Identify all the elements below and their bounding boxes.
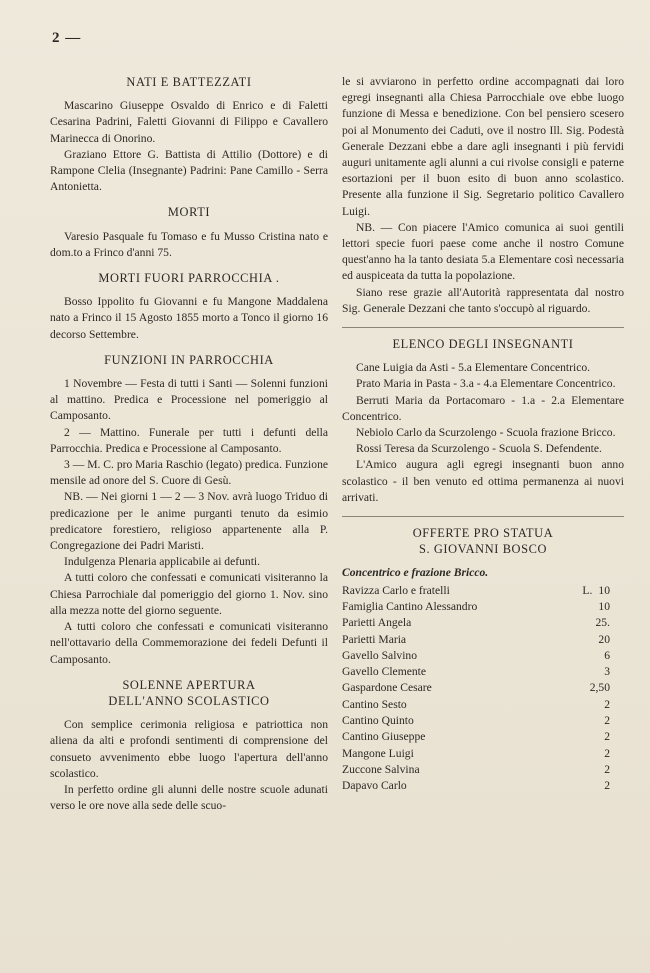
donor-name: Cantino Quinto — [342, 714, 414, 728]
donor-amount: 2 — [604, 730, 610, 744]
donor-name: Mangone Luigi — [342, 746, 414, 760]
paragraph: A tutti coloro che confessati e comunicati visiteranno la Chiesa Parrochiale dal pomeriggio del giorno 1. Nov. sino alla mezza notte del giorno seguente. — [50, 571, 328, 617]
donor-name: Cantino Giuseppe — [342, 730, 426, 744]
paragraph: 3 — M. C. pro Maria Raschio (legato) predica. Funzione mensile ad onore del S. Cuore di Gesù. — [50, 458, 329, 488]
donor-name: Parietti Maria — [342, 632, 407, 646]
donor-row — [342, 697, 624, 713]
section-apertura-continued — [342, 74, 624, 317]
section-title-apertura-2: DELL'ANNO SCOLASTICO — [108, 693, 270, 708]
section-title-apertura-1: SOLENNE APERTURA — [122, 677, 256, 692]
paragraph: 2 — Mattino. Funerale per tutti i defunti della Parrocchia. Predica e Processione al Camposanto. — [50, 425, 328, 455]
donor-row — [342, 762, 624, 778]
paragraph: Nebiolo Carlo da Scurzolengo - Scuola frazione Bricco. — [356, 426, 616, 440]
paragraph: 1 Novembre — Festa di tutti i Santi — Solenni funzioni al mattino. Predica e Processione nel pomeriggio al Camposanto. — [50, 377, 328, 423]
right-column — [342, 74, 624, 795]
paragraph: In perfetto ordine gli alunni delle nostre scuole adunati verso le ore nove alla sede delle scuo- — [50, 782, 328, 813]
donor-amount: 2 — [604, 697, 610, 711]
section-morti-fuori — [50, 270, 328, 343]
donor-row — [342, 746, 624, 762]
paragraph: Prato Maria in Pasta - 3.a - 4.a Elementare Concentrico. — [356, 377, 616, 391]
paragraph: L'Amico augura agli egregi insegnanti buon anno scolastico - il ben venuto ed ottima permanenza ai nuovi arrivati. — [342, 458, 624, 504]
donor-amount: 2 — [604, 779, 610, 793]
paragraph: Graziano Ettore G. Battista di Attilio (Dottore) e di Rampone Clelia (Insegnante) Padrini: Pane Camillo - Serra Antonietta. — [50, 147, 328, 194]
paragraph: Berruti Maria da Portacomaro - 1.a - 2.a Elementare Concentrico. — [342, 393, 624, 423]
paragraph: Mascarino Giuseppe Osvaldo di Enrico e di Faletti Cesarina Padrini, Faletti Giovanni di Filippo e Cavallero Marinecca di Onorino. — [50, 99, 328, 145]
donor-amount: 6 — [604, 648, 610, 662]
donor-amount: 2 — [604, 746, 610, 760]
donor-row — [342, 599, 624, 615]
donor-amount: 20 — [598, 632, 610, 646]
donor-list — [342, 583, 624, 795]
donor-amount: 25. — [595, 616, 610, 630]
donor-row — [342, 713, 624, 729]
donor-amount: L. 10 — [582, 583, 610, 597]
section-morti — [50, 204, 328, 261]
paragraph: le si avviarono in perfetto ordine accompagnati dai loro egregi insegnanti alla Chiesa Parrocchiale ove ebbe luogo funzione di Messa e benedizione. Con bel pensiero scesero poi al Monumento dei Caduti, ove il nostro Ill. Sig. Podestà Generale Dezzani ebbe a dare agli insegnanti i più fervidi auguri unitamente agli alunni a cui rivolse consigli e paterne esortazioni per il buon esito di buon anno scolastico. Presente alla funzione il Sig. Segretario politico Cavallero Luigi. — [342, 75, 624, 218]
paragraph: Cane Luigia da Asti - 5.a Elementare Concentrico. — [356, 361, 591, 375]
donor-row — [342, 615, 624, 631]
paragraph: NB. — Con piacere l'Amico comunica ai suoi gentili lettori specie fuori paese come anche il nostro Comune quest'anno ha la tanto desiata 5.a Elementare così necessaria ed auspiceata da tutta la popolazione. — [342, 220, 624, 283]
section-nati — [50, 74, 328, 195]
paragraph: Con semplice cerimonia religiosa e patriottica non aliena da alti e profondi sentimenti di comprensione del consueto avvenimento ebbe luogo l'apertura dell'anno scolastico. — [50, 718, 328, 780]
donor-amount: 2 — [604, 714, 610, 728]
section-apertura — [50, 677, 328, 815]
section-title-insegnanti: ELENCO DEGLI INSEGNANTI — [392, 337, 574, 352]
donor-name: Gavello Clemente — [342, 665, 427, 679]
donor-name: Dapavo Carlo — [342, 779, 407, 793]
section-title-nati: NATI E BATTEZZATI — [126, 75, 252, 89]
donor-name: Famiglia Cantino Alessandro — [342, 599, 478, 613]
page-number: 2 — — [52, 30, 82, 46]
donor-name: Cantino Sesto — [342, 697, 407, 711]
section-insegnanti — [342, 336, 624, 506]
donor-name: Gavello Salvino — [342, 648, 418, 662]
paragraph: Siano rese grazie all'Autorità rappresentata dal nostro Sig. Generale Dezzani che tanto s'occupò al riguardo. — [342, 285, 624, 315]
section-title-morti: MORTI — [167, 205, 211, 220]
donor-row — [342, 664, 624, 680]
paragraph: Rossi Teresa da Scurzolengo - Scuola S. Defendente. — [356, 442, 602, 456]
donor-amount: 10 — [598, 599, 610, 613]
donor-amount: 3 — [604, 665, 610, 679]
section-title-offerte-1: OFFERTE PRO STATUA — [412, 526, 554, 541]
donor-row — [342, 778, 624, 794]
paragraph: Varesio Pasquale fu Tomaso e fu Musso Cristina nato e dom.to a Frinco d'anni 75. — [50, 229, 328, 259]
divider — [342, 516, 624, 517]
donor-row — [342, 583, 624, 599]
donor-row — [342, 632, 624, 648]
section-title-offerte-2: S. GIOVANNI BOSCO — [418, 542, 548, 557]
paragraph: NB. — Nei giorni 1 — 2 — 3 Nov. avrà luogo Triduo di predicazione per le anime purganti tenuto da esimio predicatore forestiero, religioso appartenente alla P. Congregazione dei Padri Maristi. — [50, 490, 328, 553]
donor-name: Ravizza Carlo e fratelli — [342, 583, 450, 597]
donor-row — [342, 648, 624, 664]
paragraph: Indulgenza Plenaria applicabile ai defunti. — [64, 555, 261, 569]
paragraph: Bosso Ippolito fu Giovanni e fu Mangone Maddalena nato a Frinco il 15 Agosto 1855 morto a Tonco il giorno 16 decorso Settembre. — [50, 295, 328, 341]
section-title-morti-fuori: MORTI FUORI PARROCCHIA . — [98, 271, 280, 286]
paragraph: A tutti coloro che confessati e comunicati visiteranno nell'ottavario della Commemorazione dei fedeli Defunti il Camposanto. — [50, 620, 328, 666]
donor-name: Gaspardone Cesare — [342, 681, 432, 695]
donor-amount: 2,50 — [589, 681, 610, 695]
donor-subheading: Concentrico e frazione Bricco. — [342, 566, 489, 580]
divider — [342, 327, 624, 328]
left-column — [50, 74, 328, 814]
donor-name: Zuccone Salvina — [342, 762, 420, 776]
donor-amount: 2 — [604, 762, 610, 776]
currency-label: L. — [582, 583, 593, 597]
donor-name: Parietti Angela — [342, 616, 412, 630]
section-offerte — [342, 525, 624, 794]
donor-row — [342, 680, 624, 696]
section-funzioni — [50, 352, 328, 668]
donor-row — [342, 729, 624, 745]
section-title-funzioni: FUNZIONI IN PARROCCHIA — [104, 352, 274, 367]
